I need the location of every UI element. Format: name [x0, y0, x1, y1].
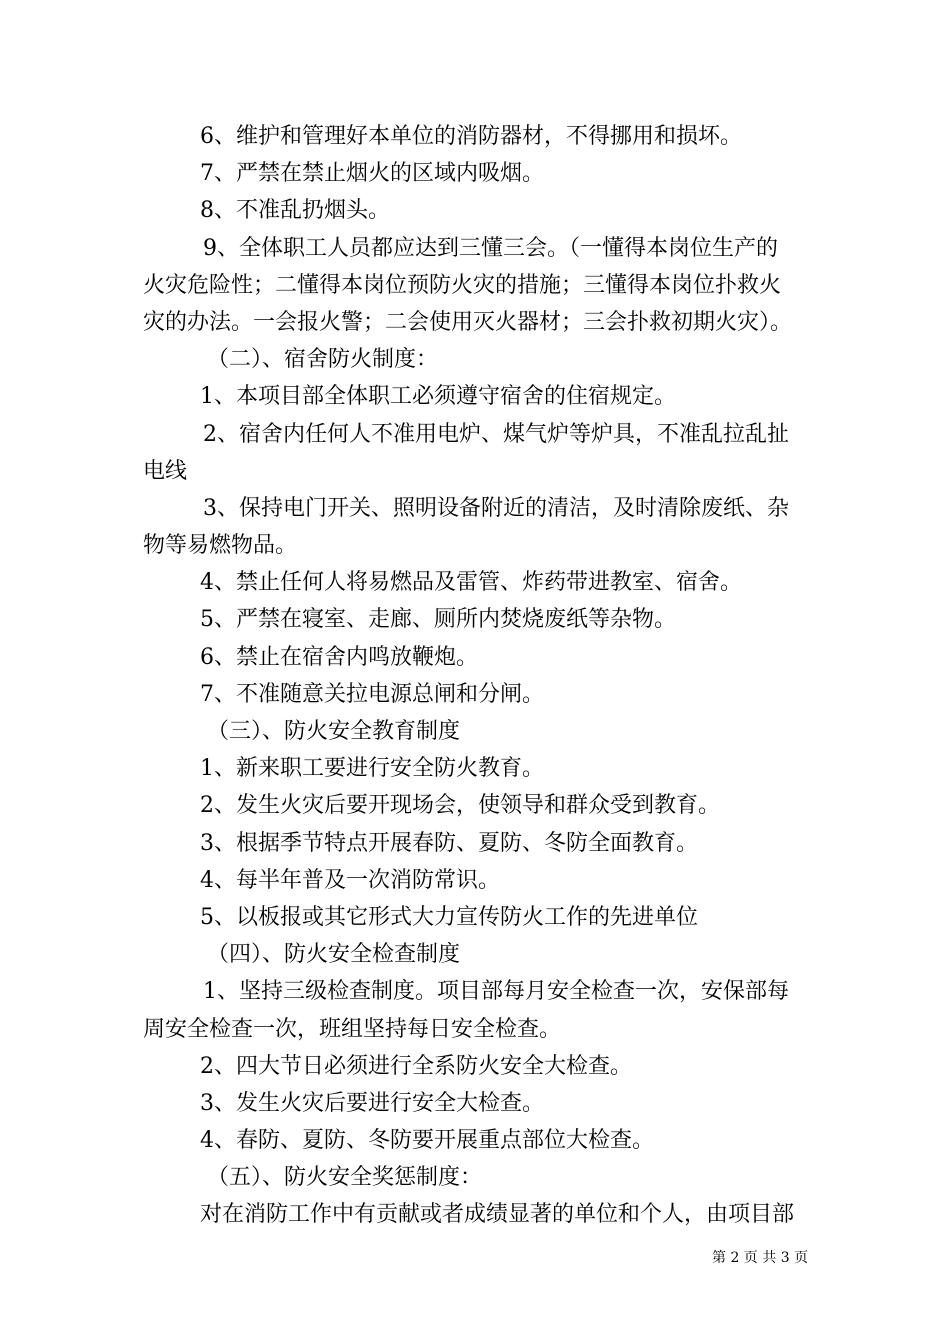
- paragraph-line: 1、本项目部全体职工必须遵守宿舍的住宿规定。: [200, 384, 676, 410]
- paragraph-line: 9、全体职工人员都应达到三懂三会。（一懂得本岗位生产的: [203, 235, 778, 261]
- paragraph-line: 4、每半年普及一次消防常识。: [200, 867, 500, 893]
- section-heading: （四）、防火安全检查制度: [207, 942, 461, 968]
- paragraph-line: 1、新来职工要进行安全防火教育。: [200, 756, 544, 782]
- paragraph-line: 灾的办法。一会报火警；二会使用灭火器材；三会扑救初期火灾）。: [143, 309, 793, 335]
- document-body: [143, 118, 813, 1234]
- section-heading: （五）、防火安全奖惩制度：: [207, 1165, 483, 1191]
- page-number: 第 2 页 共 3 页: [712, 1250, 809, 1266]
- paragraph-line: 对在消防工作中有贡献或者成绩显著的单位和个人，由项目部: [200, 1202, 795, 1228]
- paragraph-line: 3、发生火灾后要进行安全大检查。: [200, 1090, 544, 1116]
- paragraph-line: 2、发生火灾后要开现场会，使领导和群众受到教育。: [200, 793, 720, 819]
- paragraph-line: 7、严禁在禁止烟火的区域内吸烟。: [200, 161, 544, 187]
- paragraph-line: 2、宿舍内任何人不准用电炉、煤气炉等炉具，不准乱拉乱扯: [203, 421, 789, 447]
- section-heading: （三）、防火安全教育制度: [207, 719, 461, 744]
- paragraph-line: 7、不准随意关拉电源总闸和分闸。: [200, 681, 544, 707]
- paragraph-line: 6、禁止在宿舍内鸣放鞭炮。: [200, 644, 478, 670]
- paragraph-line: 4、春防、夏防、冬防要开展重点部位大检查。: [200, 1128, 654, 1154]
- section-heading: （二）、宿舍防火制度：: [207, 347, 439, 373]
- paragraph-line: 5、严禁在寝室、走廊、厕所内焚烧废纸等杂物。: [200, 607, 676, 633]
- paragraph-line: 3、保持电门开关、照明设备附近的清洁，及时清除废纸、杂: [203, 495, 789, 521]
- paragraph-line: 8、不准乱扔烟头。: [200, 198, 390, 224]
- paragraph-line: 周安全检查一次，班组坚持每日安全检查。: [143, 1016, 562, 1042]
- paragraph-line: 6、维护和管理好本单位的消防器材，不得挪用和损坏。: [200, 124, 742, 149]
- paragraph-line: 3、根据季节特点开展春防、夏防、冬防全面教育。: [200, 830, 698, 856]
- paragraph-line: 4、禁止任何人将易燃品及雷管、炸药带进教室、宿舍。: [200, 570, 742, 596]
- paragraph-line: 1、坚持三级检查制度。项目部每月安全检查一次，安保部每: [203, 979, 789, 1005]
- paragraph-line: 电线: [143, 458, 188, 484]
- paragraph-line: 物等易燃物品。: [143, 533, 298, 559]
- paragraph-line: 火灾危险性；二懂得本岗位预防火灾的措施；三懂得本岗位扑救火: [143, 272, 782, 298]
- paragraph-line: 2、四大节日必须进行全系防火安全大检查。: [200, 1053, 632, 1079]
- paragraph-line: 5、以板报或其它形式大力宣传防火工作的先进单位: [200, 904, 698, 930]
